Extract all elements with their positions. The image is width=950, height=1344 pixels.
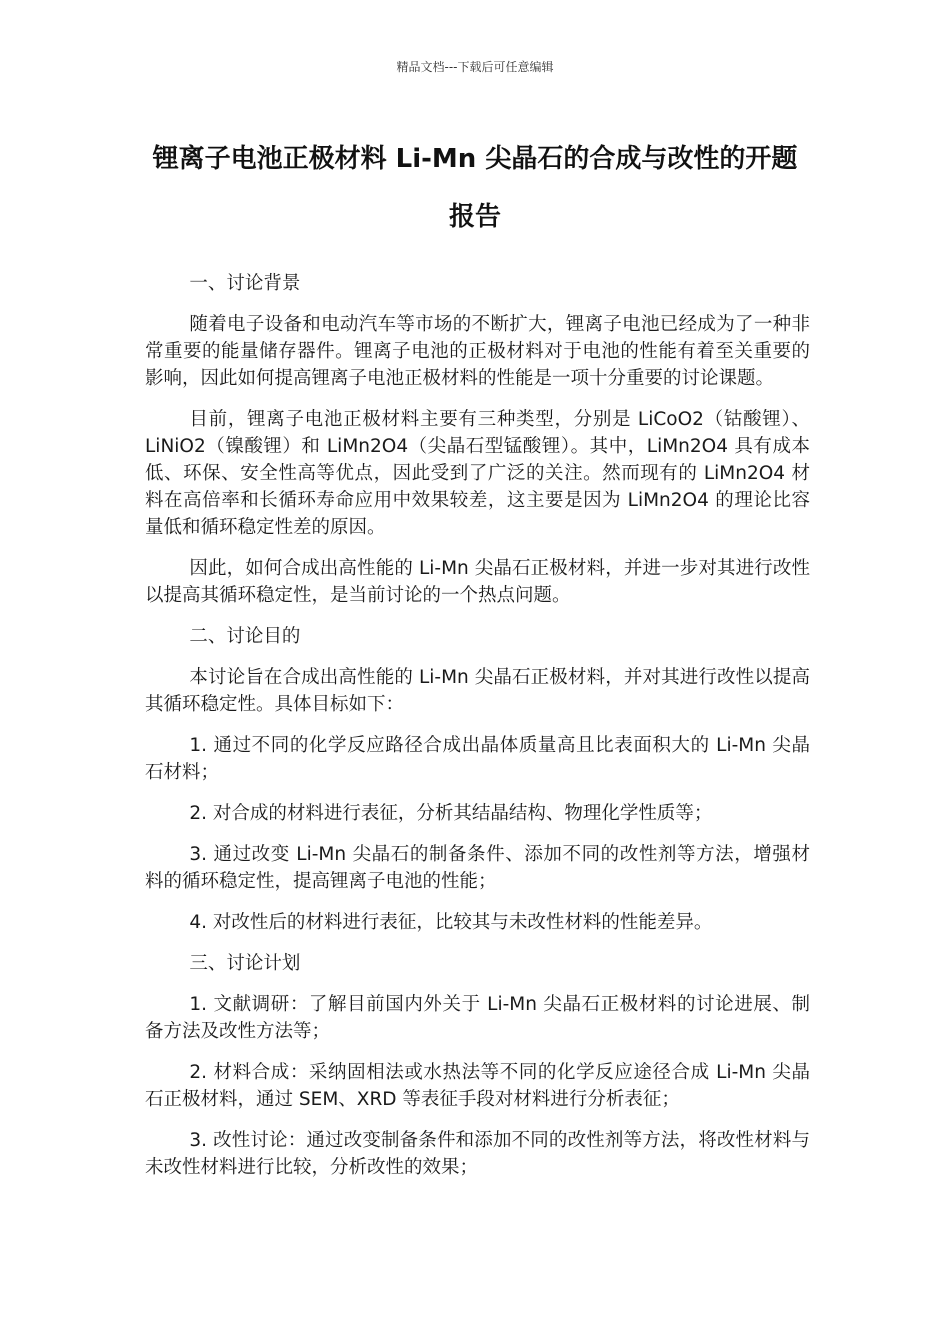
paragraph: 本讨论旨在合成出高性能的 Li-Mn 尖晶石正极材料，并对其进行改性以提高其循环稳定性。具体目标如下： <box>145 667 810 715</box>
list-item: 4. 对改性后的材料进行表征，比较其与未改性材料的性能差异。 <box>189 912 713 933</box>
page-header: 精品文档---下载后可任意编辑 <box>396 60 554 74</box>
list-item: 2. 材料合成：采纳固相法或水热法等不同的化学反应途径合成 Li-Mn 尖晶石正极材料，通过 SEM、XRD 等表征手段对材料进行分析表征； <box>145 1062 810 1110</box>
list-item: 2. 对合成的材料进行表征，分析其结晶结构、物理化学性质等； <box>189 803 713 824</box>
list-item: 1. 文献调研：了解目前国内外关于 Li-Mn 尖晶石正极材料的讨论进展、制备方法及改性方法等； <box>145 994 810 1042</box>
list-item: 3. 改性讨论：通过改变制备条件和添加不同的改性剂等方法，将改性材料与未改性材料进行比较，分析改性的效果； <box>145 1130 810 1178</box>
section-heading-purpose: 二、讨论目的 <box>189 626 301 647</box>
paragraph: 随着电子设备和电动汽车等市场的不断扩大，锂离子电池已经成为了一种非常重要的能量储存器件。锂离子电池的正极材料对于电池的性能有着至关重要的影响，因此如何提高锂离子电池正极材料的性能是一项十分重要的讨论课题。 <box>145 314 810 389</box>
list-item: 3. 通过改变 Li-Mn 尖晶石的制备条件、添加不同的改性剂等方法，增强材料的循环稳定性，提高锂离子电池的性能； <box>145 844 810 892</box>
document-body <box>145 270 810 1195</box>
list-item: 1. 通过不同的化学反应路径合成出晶体质量高且比表面积大的 Li-Mn 尖晶石材料； <box>145 735 810 783</box>
paragraph: 目前，锂离子电池正极材料主要有三种类型，分别是 LiCoO2（钴酸锂）、LiNiO2（镍酸锂）和 LiMn2O4（尖晶石型锰酸锂）。其中，LiMn2O4 具有成本低、环保、安全性高等优点，因此受到了广泛的关注。然而现有的 LiMn2O4 材料在高倍率和长循环寿命应用中效果较差，这主要是因为 LiMn2O4 的理论比容量低和循环稳定性差的原因。 <box>145 409 810 538</box>
section-heading-background: 一、讨论背景 <box>189 273 301 294</box>
document-title: 锂离子电池正极材料 Li-Mn 尖晶石的合成与改性的开题报告 <box>152 144 798 232</box>
section-heading-plan: 三、讨论计划 <box>189 953 301 974</box>
paragraph: 因此，如何合成出高性能的 Li-Mn 尖晶石正极材料，并进一步对其进行改性以提高其循环稳定性，是当前讨论的一个热点问题。 <box>145 558 810 606</box>
